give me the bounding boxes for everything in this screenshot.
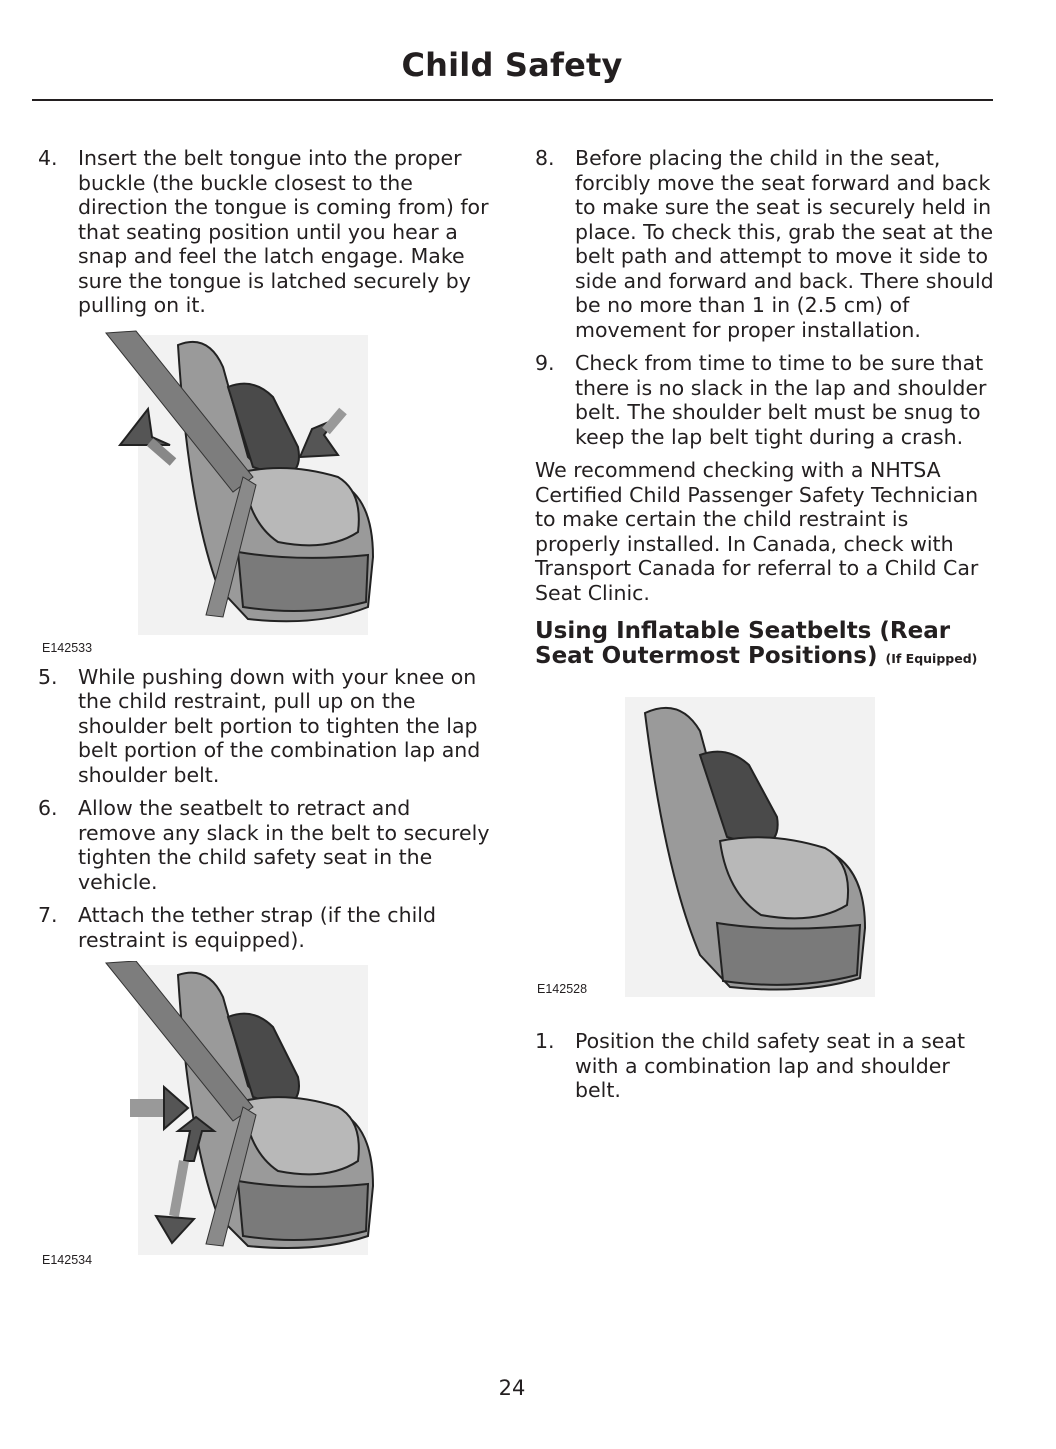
step-text: Before placing the child in the seat, forcibly move the seat forward and back to make sure the seat is securely held in place. To check this, grab the seat at the belt path and attempt to move it side to side and forward and back. There should be no more than 1 in (2.5 cm) of movement for proper installation. [575,146,994,342]
figure-e142534 [38,961,493,1281]
header-divider [32,99,993,101]
right-column [535,146,995,1112]
step-5 [38,665,493,788]
recommendation-paragraph: We recommend checking with a NHTSA Certified Child Passenger Safety Technician to make certain the child restraint is properly installed. In Canada, check with Transport Canada for referral to a Child Car Seat Clinic. [535,458,979,605]
step-8 [535,146,995,342]
step-number: 7. [38,903,58,927]
step-9 [535,351,995,449]
step-number: 6. [38,796,58,820]
section-heading-text: Using Inflatable Seatbelts (Rear Seat Outermost Positions) [535,618,951,669]
step-text: Allow the seatbelt to retract and remove any slack in the belt to securely tighten the child safety seat in the vehicle. [78,796,490,894]
step-number: 8. [535,146,555,170]
step-number: 9. [535,351,555,375]
step-text: Attach the tether strap (if the child restraint is equipped). [78,903,436,952]
figure-code: E142533 [42,640,93,655]
child-seat-illustration [535,693,995,1003]
step-number: 1. [535,1029,555,1053]
step-number: 4. [38,146,58,170]
section-heading [535,619,995,671]
step-7 [38,903,493,952]
page-title: Child Safety [401,46,623,84]
left-column [38,146,493,1281]
step-text: Check from time to time to be sure that there is no slack in the lap and shoulder belt. The shoulder belt must be snug to keep the lap belt tight during a crash. [575,351,987,449]
child-seat-illustration [38,961,493,1261]
step-text: While pushing down with your knee on the child restraint, pull up on the shoulder belt portion to tighten the lap belt portion of the combination lap and shoulder belt. [78,664,481,787]
step-text: Insert the belt tongue into the proper buckle (the buckle closest to the direction the tongue is coming from) for that seating position until you hear a snap and feel the latch engage. Make sure the tongue is latched securely by pulling on it. [78,146,489,317]
step-1 [535,1029,995,1103]
figure-code: E142534 [42,1253,93,1267]
section-qualifier: (If Equipped) [885,651,978,666]
step-4 [38,146,493,318]
step-number: 5. [38,664,58,689]
step-6 [38,796,493,894]
figure-e142533 [38,327,493,665]
figure-code: E142528 [537,982,588,996]
page-number: 24 [498,1376,526,1400]
child-seat-illustration [38,327,493,647]
figure-e142528 [535,693,995,1029]
step-text: Position the child safety seat in a seat with a combination lap and shoulder belt. [575,1029,966,1102]
